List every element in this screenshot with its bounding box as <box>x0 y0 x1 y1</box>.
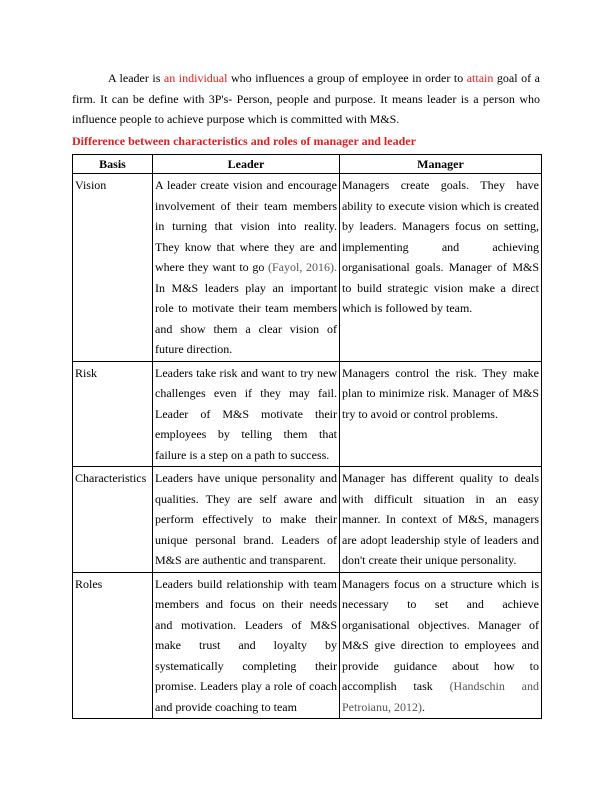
intro-paragraph <box>72 68 540 130</box>
table-row <box>73 572 542 719</box>
leader-text-post: In M&S leaders play an important role to motivate their team members and show them a clear vision of future direction. <box>155 280 337 356</box>
section-heading: Difference between characteristics and roles of manager and leader <box>72 134 416 148</box>
row-leader: Leaders have unique personality and qualities. They are self aware and perform effectively to make their unique personal brand. Leaders of M&S are authentic and transparent. <box>153 467 340 573</box>
intro-highlight-2: attain <box>466 71 494 85</box>
row-basis: Characteristics <box>73 467 153 573</box>
row-leader <box>153 174 340 362</box>
leader-text: A leader create vision and encourage involvement of their team members in turning that vision into reality. They know that where they are and where they want to go <box>155 178 337 274</box>
row-manager: Managers create goals. They have ability to execute vision which is created by leaders. Managers focus on setting, implementing and achieving organisational goals. Manager of M&S to build strategic vision make a direct which is followed by team. <box>340 174 542 362</box>
row-manager <box>340 572 542 719</box>
citation: (Handschin and Petroianu, 2012) <box>342 679 539 714</box>
intro-text-1: A leader is <box>108 71 164 85</box>
row-basis: Roles <box>73 572 153 719</box>
table-header-row <box>73 155 542 174</box>
manager-text-post: . <box>422 699 425 714</box>
table-row <box>73 467 542 573</box>
row-manager: Managers control the risk. They make plan to minimize risk. Manager of M&S try to avoid or control problems. <box>340 361 542 467</box>
comparison-table <box>72 154 542 719</box>
row-basis: Vision <box>73 174 153 362</box>
table-row <box>73 174 542 362</box>
header-leader: Leader <box>153 155 340 174</box>
intro-highlight-1: an individual <box>163 71 228 85</box>
header-manager: Manager <box>340 155 542 174</box>
intro-text-2: who influences a group of employee in order to <box>227 71 467 85</box>
manager-text: Managers focus on a structure which is necessary to set and achieve organisational objectives. Manager of M&S give direction to employees and provide guidance about how to accomplish task <box>342 576 539 693</box>
row-basis: Risk <box>73 361 153 467</box>
row-manager: Manager has different quality to deals with difficult situation in an easy manner. In context of M&S, managers are adopt leadership style of leaders and don't create their unique personality. <box>340 467 542 573</box>
row-leader: Leaders take risk and want to try new challenges even if they may fail. Leader of M&S motivate their employees by telling them that failure is a step on a path to success. <box>153 361 340 467</box>
intro-text-3: goal of a firm. It can be define with 3P's- Person, people and purpose. It means leader is a person who influence people to achieve purpose which is committed with M&S. <box>72 71 540 126</box>
table-row <box>73 361 542 467</box>
citation: (Fayol, 2016). <box>268 260 337 274</box>
header-basis: Basis <box>73 155 153 174</box>
row-leader: Leaders build relationship with team members and focus on their needs and motivation. Leaders of M&S make trust and loyalty by systematically completing their promise. Leaders play a role of coach and provide coaching to team <box>153 572 340 719</box>
